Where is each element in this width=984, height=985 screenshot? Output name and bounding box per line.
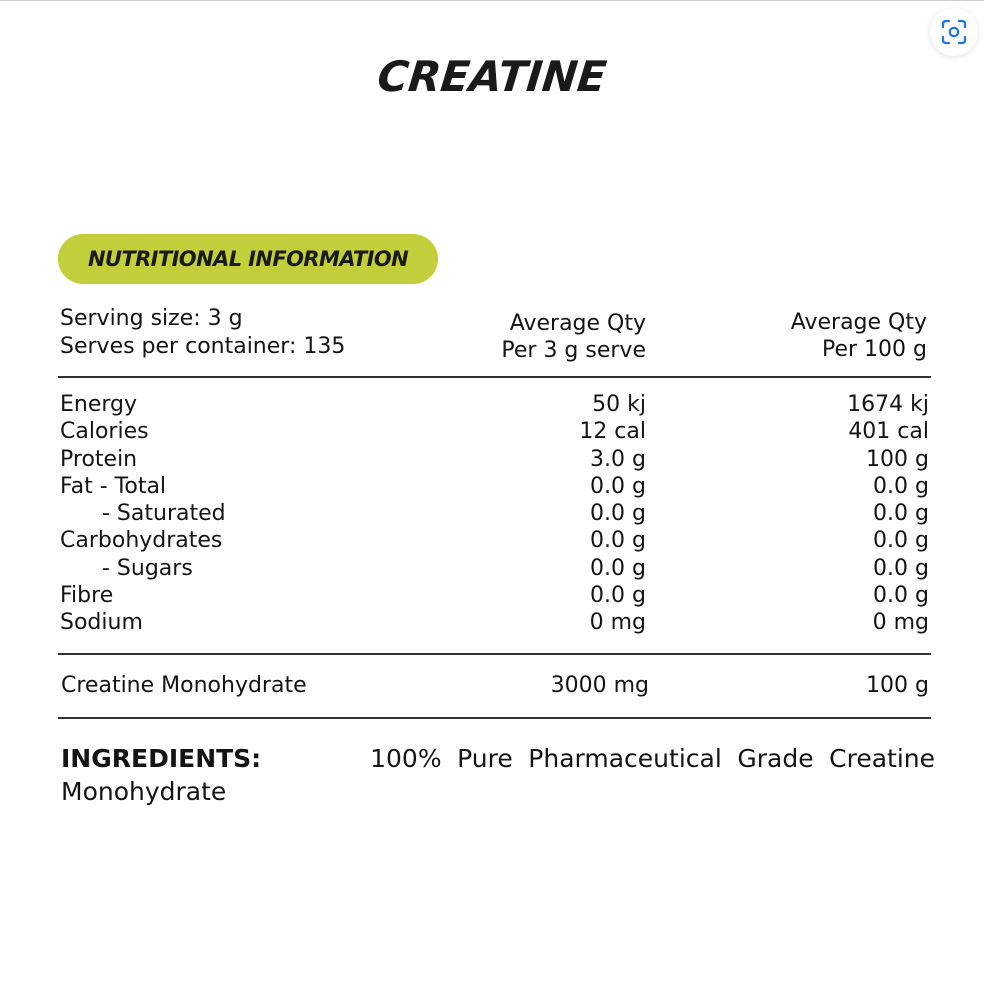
- active-ingredient-per-100g: 100 g: [866, 673, 929, 698]
- per-serve-value: 50 kj: [592, 392, 646, 417]
- col-per-100g-header-line2: Per 100 g: [821, 337, 927, 362]
- per-serve-value: 3.0 g: [590, 446, 646, 472]
- nutrient-name: - Sugars: [102, 555, 193, 581]
- nutrients-divider: [58, 653, 931, 655]
- per-serve-value: 0.0 g: [590, 528, 646, 554]
- nutrient-name: Calories: [60, 419, 149, 445]
- per-100g-value: 0.0 g: [873, 528, 929, 554]
- serving-size: Serving size: 3 g: [60, 306, 243, 331]
- per-serve-value: 0.0 g: [590, 555, 646, 581]
- per-serve-value: 0.0 g: [590, 583, 646, 609]
- nutrient-name: Energy: [60, 392, 138, 417]
- col-per-serve-header-line1: Average Qty: [509, 311, 646, 336]
- ingredients-label: INGREDIENTS:: [61, 744, 262, 773]
- serves-per-container: Serves per container: 135: [60, 334, 346, 359]
- per-serve-value: 0.0 g: [590, 473, 646, 499]
- nutrient-name: Protein: [60, 446, 138, 472]
- per-100g-value: 100 g: [866, 446, 929, 472]
- nutrient-name: Fat - Total: [60, 473, 167, 499]
- ingredients-block: [61, 742, 935, 808]
- active-divider: [58, 717, 931, 719]
- nutrient-name: - Saturated: [102, 501, 226, 527]
- nutrient-name: Sodium: [60, 610, 143, 636]
- nutrition-heading-pill: [58, 234, 438, 284]
- per-serve-values: [579, 391, 646, 637]
- header-divider: [58, 376, 931, 378]
- active-ingredient-name: Creatine Monohydrate: [61, 673, 307, 698]
- visual-search-button[interactable]: [930, 8, 978, 56]
- per-100g-value: 0.0 g: [873, 501, 929, 527]
- per-100g-value: 401 cal: [848, 419, 929, 445]
- per-100g-value: 0.0 g: [873, 473, 929, 499]
- nutrient-name: Fibre: [60, 583, 114, 609]
- col-per-100g-header-line1: Average Qty: [790, 310, 927, 335]
- per-100g-value: 0.0 g: [873, 555, 929, 581]
- per-100g-values: [847, 391, 929, 637]
- visual-search-icon: [940, 18, 968, 46]
- active-ingredient-per-serve: 3000 mg: [550, 673, 649, 698]
- per-100g-value: 0.0 g: [873, 583, 929, 609]
- per-serve-value: 0.0 g: [590, 501, 646, 527]
- nutrition-heading: NUTRITIONAL INFORMATION: [87, 247, 409, 271]
- per-serve-value: 12 cal: [579, 419, 646, 445]
- nutrient-names: [60, 391, 226, 637]
- nutrient-name: Carbohydrates: [60, 528, 223, 554]
- col-per-serve-header-line2: Per 3 g serve: [501, 338, 646, 363]
- ingredients-text: 100% Pure Pharmaceutical Grade Creatine Monohydrate: [61, 744, 935, 806]
- per-serve-value: 0 mg: [589, 610, 646, 636]
- per-100g-value: 1674 kj: [847, 392, 929, 417]
- top-border: [0, 0, 984, 1]
- per-100g-value: 0 mg: [872, 610, 929, 636]
- product-title: CREATINE: [375, 52, 609, 101]
